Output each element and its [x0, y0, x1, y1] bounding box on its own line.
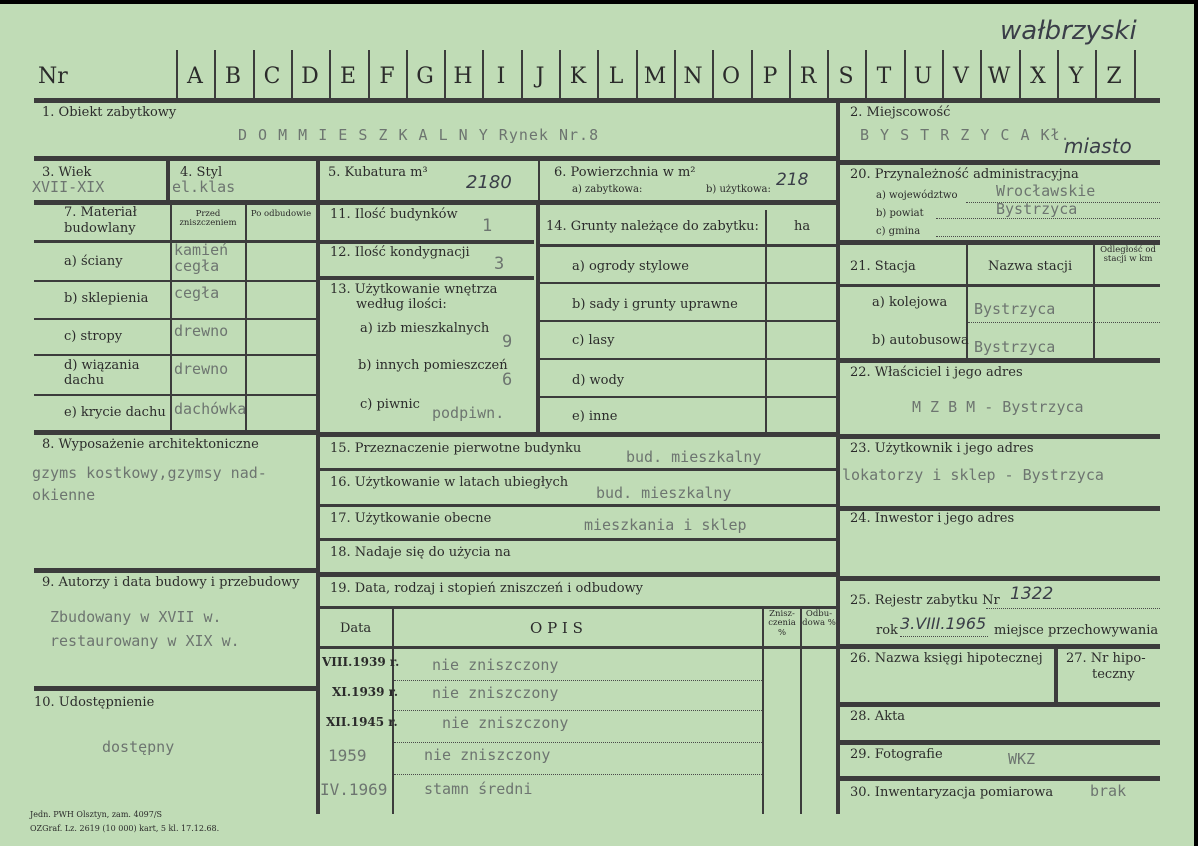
f19-col-date: Data [340, 621, 372, 636]
f19-row-3-date: XII.1945 r. [326, 715, 398, 729]
f21-b-value: Bystrzyca [974, 338, 1056, 356]
f7-val-roofing: dachówka [174, 400, 247, 418]
f22-value: M Z B M - Bystrzyca [912, 398, 1084, 416]
letter-cell: W [987, 64, 1011, 89]
f7-label-1: 7. Materiał [64, 205, 137, 220]
f14-label: 14. Grunty należące do zabytku: [546, 219, 759, 234]
footer-line-2: OZGraf. Lz. 2619 (10 000) kart, 5 kl. 17.12.68. [30, 824, 220, 833]
f13-c-value: podpiwn. [432, 404, 505, 422]
f23-label: 23. Użytkownik i jego adres [850, 441, 1034, 456]
f6-sub-a: a) zabytkowa: [572, 184, 643, 195]
f11-value: 1 [482, 216, 493, 236]
f17-value: mieszkania i sklep [584, 516, 747, 534]
f12-label: 12. Ilość kondygnacji [330, 245, 470, 260]
letter-cell: D [301, 64, 319, 89]
f25-label: 25. Rejestr zabytku Nr [850, 593, 1000, 608]
f18-label: 18. Nadaje się do użycia na [330, 545, 511, 560]
f20-a-label: a) województwo [876, 190, 958, 201]
f13-label-2: według ilości: [356, 297, 447, 312]
f27-label-1: 27. Nr hipo- [1066, 651, 1146, 666]
f21-a-value: Bystrzyca [974, 300, 1056, 318]
f19-col-rebuild: Odbu-dowa % [802, 609, 836, 629]
f29-label: 29. Fotografie [850, 747, 943, 762]
f20-b-value: Bystrzyca [996, 200, 1078, 218]
f1-label: 1. Obiekt zabytkowy [42, 105, 177, 120]
f14-row-forests: c) lasy [572, 333, 615, 348]
f7-row-roofing: e) krycie dachu [64, 405, 166, 420]
letter-cell: C [263, 64, 281, 89]
f15-value: bud. mieszkalny [626, 448, 762, 466]
record-card [0, 4, 1194, 846]
letter-cell: O [721, 64, 741, 89]
f14-row-orchards: b) sady i grunty uprawne [572, 297, 738, 312]
f9-label: 9. Autorzy i data budowy i przebudowy [42, 575, 300, 590]
f7-row-trusses: d) wiązania dachu [64, 358, 140, 388]
f15-label: 15. Przeznaczenie pierwotne budynku [330, 441, 582, 456]
f22-label: 22. Właściciel i jego adres [850, 365, 1023, 380]
f5-value: 2180 [466, 172, 512, 193]
f14-row-gardens: a) ogrody stylowe [572, 259, 689, 274]
f26-label: 26. Nazwa księgi hipotecznej [850, 651, 1043, 666]
f17-label: 17. Użytkowanie obecne [330, 511, 492, 526]
f25-rok-value: 3.VIII.1965 [900, 614, 987, 633]
f30-value: brak [1090, 782, 1127, 800]
letter-cell: U [913, 64, 933, 89]
f21-a-label: a) kolejowa [872, 295, 948, 310]
f4-value: el.klas [172, 178, 236, 196]
f19-label: 19. Data, rodzaj i stopień zniszczeń i odbudowy [330, 581, 644, 596]
f19-row-5-date: IV.1969 [320, 780, 388, 799]
letter-cell: X [1030, 64, 1046, 89]
letter-divider [1134, 50, 1136, 100]
f7-col-after: Po odbudowie [250, 209, 312, 219]
f30-label: 30. Inwentaryzacja pomiarowa [850, 785, 1054, 800]
f4-label: 4. Styl [180, 165, 223, 180]
letter-cell: G [416, 64, 434, 89]
f25-number: 1322 [1010, 584, 1054, 604]
letter-cell: K [569, 64, 587, 89]
f7-row-vaults: b) sklepienia [64, 291, 149, 306]
f23-value: lokatorzy i sklep - Bystrzyca [842, 466, 1104, 484]
letter-cell: M [643, 64, 667, 89]
f8-label: 8. Wyposażenie architektoniczne [42, 437, 259, 452]
letter-cell: A [187, 64, 203, 89]
f20-label: 20. Przynależność administracyjna [850, 167, 1079, 182]
f2-label: 2. Miejscowość [850, 105, 951, 120]
f14-row-waters: d) wody [572, 373, 625, 388]
f21-col-name: Nazwa stacji [988, 259, 1073, 274]
letter-cell: T [876, 64, 892, 89]
f19-row-3-opis: nie zniszczony [442, 714, 569, 732]
footer-line-1: Jedn. PWH Olsztyn, zam. 4097/S [30, 810, 163, 819]
f6-sub-b: b) użytkowa: [706, 184, 771, 195]
f7-val-trusses: drewno [174, 360, 229, 378]
f19-row-1-opis: nie zniszczony [432, 656, 559, 674]
header-rule [34, 98, 1160, 103]
f19-row-2-date: XI.1939 r. [332, 685, 399, 699]
letter-cell: V [953, 64, 969, 89]
letter-cell: I [496, 64, 506, 89]
f7-val-ceilings: drewno [174, 322, 229, 340]
letter-cell: H [453, 64, 473, 89]
f13-c-label: c) piwnic [360, 397, 420, 412]
f19-row-4-date: 1959 [328, 746, 367, 765]
f14-row-other: e) inne [572, 409, 618, 424]
letter-cell: F [379, 64, 395, 89]
f25-rok-label: rok [876, 623, 898, 638]
letter-cell: P [762, 64, 778, 89]
f13-b-label: b) innych pomieszczeń [358, 358, 508, 373]
f9-value-2: restaurowany w XIX w. [50, 632, 240, 650]
letter-cell: E [339, 64, 357, 89]
f11-label: 11. Ilość budynków [330, 207, 458, 222]
letter-cell: J [535, 64, 545, 89]
f19-col-destruction: Znisz-czenia % [768, 609, 796, 638]
f8-value-2: okienne [32, 486, 96, 504]
f16-label: 16. Użytkowanie w latach ubiegłych [330, 475, 569, 490]
letter-cell: B [224, 64, 242, 89]
f6-value-b: 218 [776, 170, 809, 190]
f27-label-2: teczny [1092, 667, 1135, 682]
f19-col-opis: O P I S [530, 619, 583, 637]
f1-value: D O M M I E S Z K A L N Y Rynek Nr.8 [238, 126, 600, 144]
f7-val-walls: kamień cegła [174, 241, 229, 275]
f10-label: 10. Udostępnienie [34, 695, 155, 710]
f10-value: dostępny [102, 738, 175, 756]
letter-cell: N [683, 64, 703, 89]
f9-value-1: Zbudowany w XVII w. [50, 608, 222, 626]
f7-row-ceilings: c) stropy [64, 329, 123, 344]
f3-label: 3. Wiek [42, 165, 92, 180]
f19-row-5-opis: stamn średni [424, 780, 533, 798]
f7-label-2: budowlany [64, 221, 136, 236]
f7-col-before: Przed zniszczeniem [179, 209, 237, 229]
f2-value: B Y S T R Z Y C A Kł. [860, 126, 1071, 144]
f19-row-4-opis: nie zniszczony [424, 746, 551, 764]
handwritten-region: wałbrzyski [1000, 16, 1137, 46]
letter-cell: Z [1106, 64, 1122, 89]
f21-label: 21. Stacja [850, 259, 916, 274]
letter-cell: S [838, 64, 854, 89]
f8-value-1: gzyms kostkowy,gzymsy nad- [32, 464, 267, 482]
f19-row-1-date: VIII.1939 r. [322, 655, 400, 669]
letter-cell: L [608, 64, 624, 89]
f25-storage-label: miejsce przechowywania [994, 623, 1159, 638]
f16-value: bud. mieszkalny [596, 484, 732, 502]
f7-val-vaults: cegła [174, 284, 220, 302]
f21-b-label: b) autobusowa [872, 333, 969, 348]
f20-b-label: b) powiat [876, 208, 924, 219]
nr-label: Nr [38, 64, 68, 89]
f19-row-2-opis: nie zniszczony [432, 684, 559, 702]
letter-cell: R [799, 64, 817, 89]
f13-label-1: 13. Użytkowanie wnętrza [330, 282, 498, 297]
f3-value: XVII-XIX [32, 178, 105, 196]
f13-b-value: 6 [502, 370, 513, 390]
f20-c-label: c) gmina [876, 226, 921, 237]
f6-label: 6. Powierzchnia w m² [554, 165, 696, 180]
f20-a-value: Wrocławskie [996, 182, 1096, 200]
f14-unit: ha [794, 219, 811, 234]
f2-handwritten: miasto [1064, 134, 1132, 158]
f13-a-label: a) izb mieszkalnych [360, 321, 490, 336]
f7-row-walls: a) ściany [64, 254, 123, 269]
f5-label: 5. Kubatura m³ [328, 165, 428, 180]
f28-label: 28. Akta [850, 709, 906, 724]
f24-label: 24. Inwestor i jego adres [850, 511, 1015, 526]
f12-value: 3 [494, 254, 505, 274]
f21-col-distance: Odległość od stacji w km [1100, 245, 1156, 265]
f13-a-value: 9 [502, 332, 513, 352]
f29-value: WKZ [1008, 750, 1036, 768]
letter-cell: Y [1068, 64, 1084, 89]
